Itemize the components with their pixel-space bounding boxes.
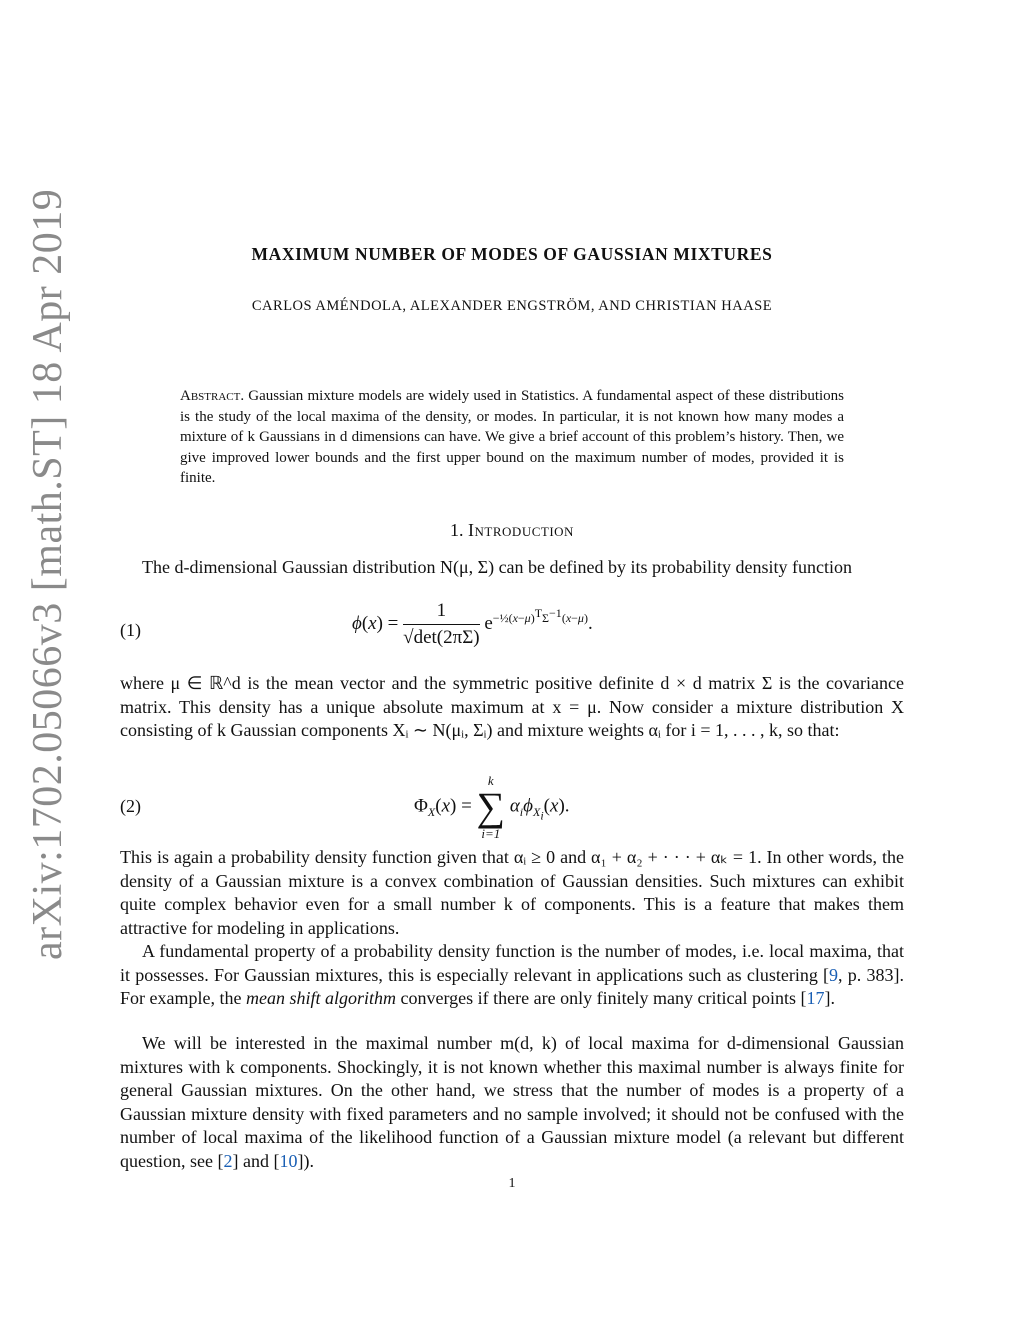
paragraph-5-text [120, 1032, 904, 1173]
abstract-text: Gaussian mixture models are widely used in Statistics. A fundamental aspect of these distributions is the study of the local maxima of the density, or modes. In particular, it is not known how many modes a mixture of k Gaussians in d dimensions can have. We give a brief account of this problem’s history. Then, we give improved lower bounds and the first upper bound on the maximum number of modes, provided it is finite. [180, 388, 844, 486]
section-heading [120, 520, 904, 541]
equation-1-number: (1) [120, 620, 141, 640]
equation-1: ϕ(x) = $\frac{1}{√\det(2\pi\Sigma)}$ $e^{-\frac{1}{2}(x-\mu)^T\Sigma^{-1}(x-\mu)}$. [352, 600, 593, 648]
paragraph-4-text [120, 940, 904, 1011]
abstract-label: Abstract. [180, 388, 245, 404]
paragraph-5 [120, 1032, 904, 1173]
section-number: 1. [450, 520, 464, 540]
paragraph-3 [120, 846, 904, 940]
paragraph-4-part: , p. 383]. For example, the [120, 964, 904, 1008]
paragraph-4-part: ]. [824, 988, 836, 1008]
paragraph-3-text: This is again a probability density function given that αᵢ ≥ 0 and α₁ + α₂ + · · · + αₖ = 1. In other words, the density of a Gaussian mixture is a convex combination of Gaussian densities. Such mixtures can exhibit quite complex behavior even for a small number k of components. This is a feature that makes them attractive for modeling in applications. [120, 847, 904, 938]
abstract [180, 386, 844, 489]
paragraph-1 [120, 556, 904, 580]
paragraph-2-text: where μ ∈ ℝ^d is the mean vector and the symmetric positive definite d × d matrix Σ is the covariance matrix. This density has a unique absolute maximum at x = μ. Now consider a mixture distribution X consisting of k Gaussian components Xᵢ ∼ N(μᵢ, Σᵢ) and mixture weights αᵢ for i = 1, . . . , k, so that: [120, 673, 904, 740]
paragraph-1-text: The d-dimensional Gaussian distribution N(μ, Σ) can be defined by its probability density function [142, 557, 852, 577]
paper-authors: CARLOS AMÉNDOLA, ALEXANDER ENGSTRÖM, AND CHRISTIAN HAASE [251, 298, 773, 314]
citation-link[interactable]: 9 [829, 964, 839, 985]
equation-2: $\Phi_X(x)$ = k ∑ i=1 $\alpha_i\phi_{X_i}(x)$. [414, 773, 570, 841]
paragraph-2 [120, 672, 904, 743]
emphasis-text: mean shift algorithm [245, 988, 396, 1008]
section-title: Introduction [468, 520, 574, 540]
paragraph-5-part: We will be interested in the maximal number m(d, k) of local maxima for d-dimensional Gaussian mixtures with k components. Shockingly, it is not known whether this maximal number is always finite for general Gaussian mixtures. On the other hand, we stress that the number of modes is a property of a Gaussian mixture density with fixed parameters and no sample involved; it should not be confused with the number of local maxima of the likelihood function of a Gaussian mixture model (a relevant but different question, see [ [120, 1033, 904, 1171]
page-number: 1 [508, 1176, 516, 1191]
paragraph-5-part: ]). [297, 1150, 314, 1171]
paragraph-4-part: A fundamental property of a probability density function is the number of modes, i.e. local maxima, that it possesses. For Gaussian mixtures, this is especially relevant in applications such as clustering [ [120, 941, 904, 985]
paper-title: MAXIMUM NUMBER OF MODES OF GAUSSIAN MIXTURES [251, 244, 773, 264]
paragraph-4-part: converges if there are only finitely many critical points [ [395, 988, 807, 1008]
paragraph-4 [120, 940, 904, 1011]
arxiv-stamp: arXiv:1702.05066v3 [math.ST] 18 Apr 2019 [25, 188, 71, 960]
citation-link[interactable]: 17 [806, 988, 825, 1008]
equation-2-number: (2) [120, 796, 141, 816]
citation-link[interactable]: 10 [279, 1150, 298, 1171]
citation-link[interactable]: 2 [223, 1150, 233, 1171]
paragraph-5-part: ] and [ [232, 1150, 280, 1171]
